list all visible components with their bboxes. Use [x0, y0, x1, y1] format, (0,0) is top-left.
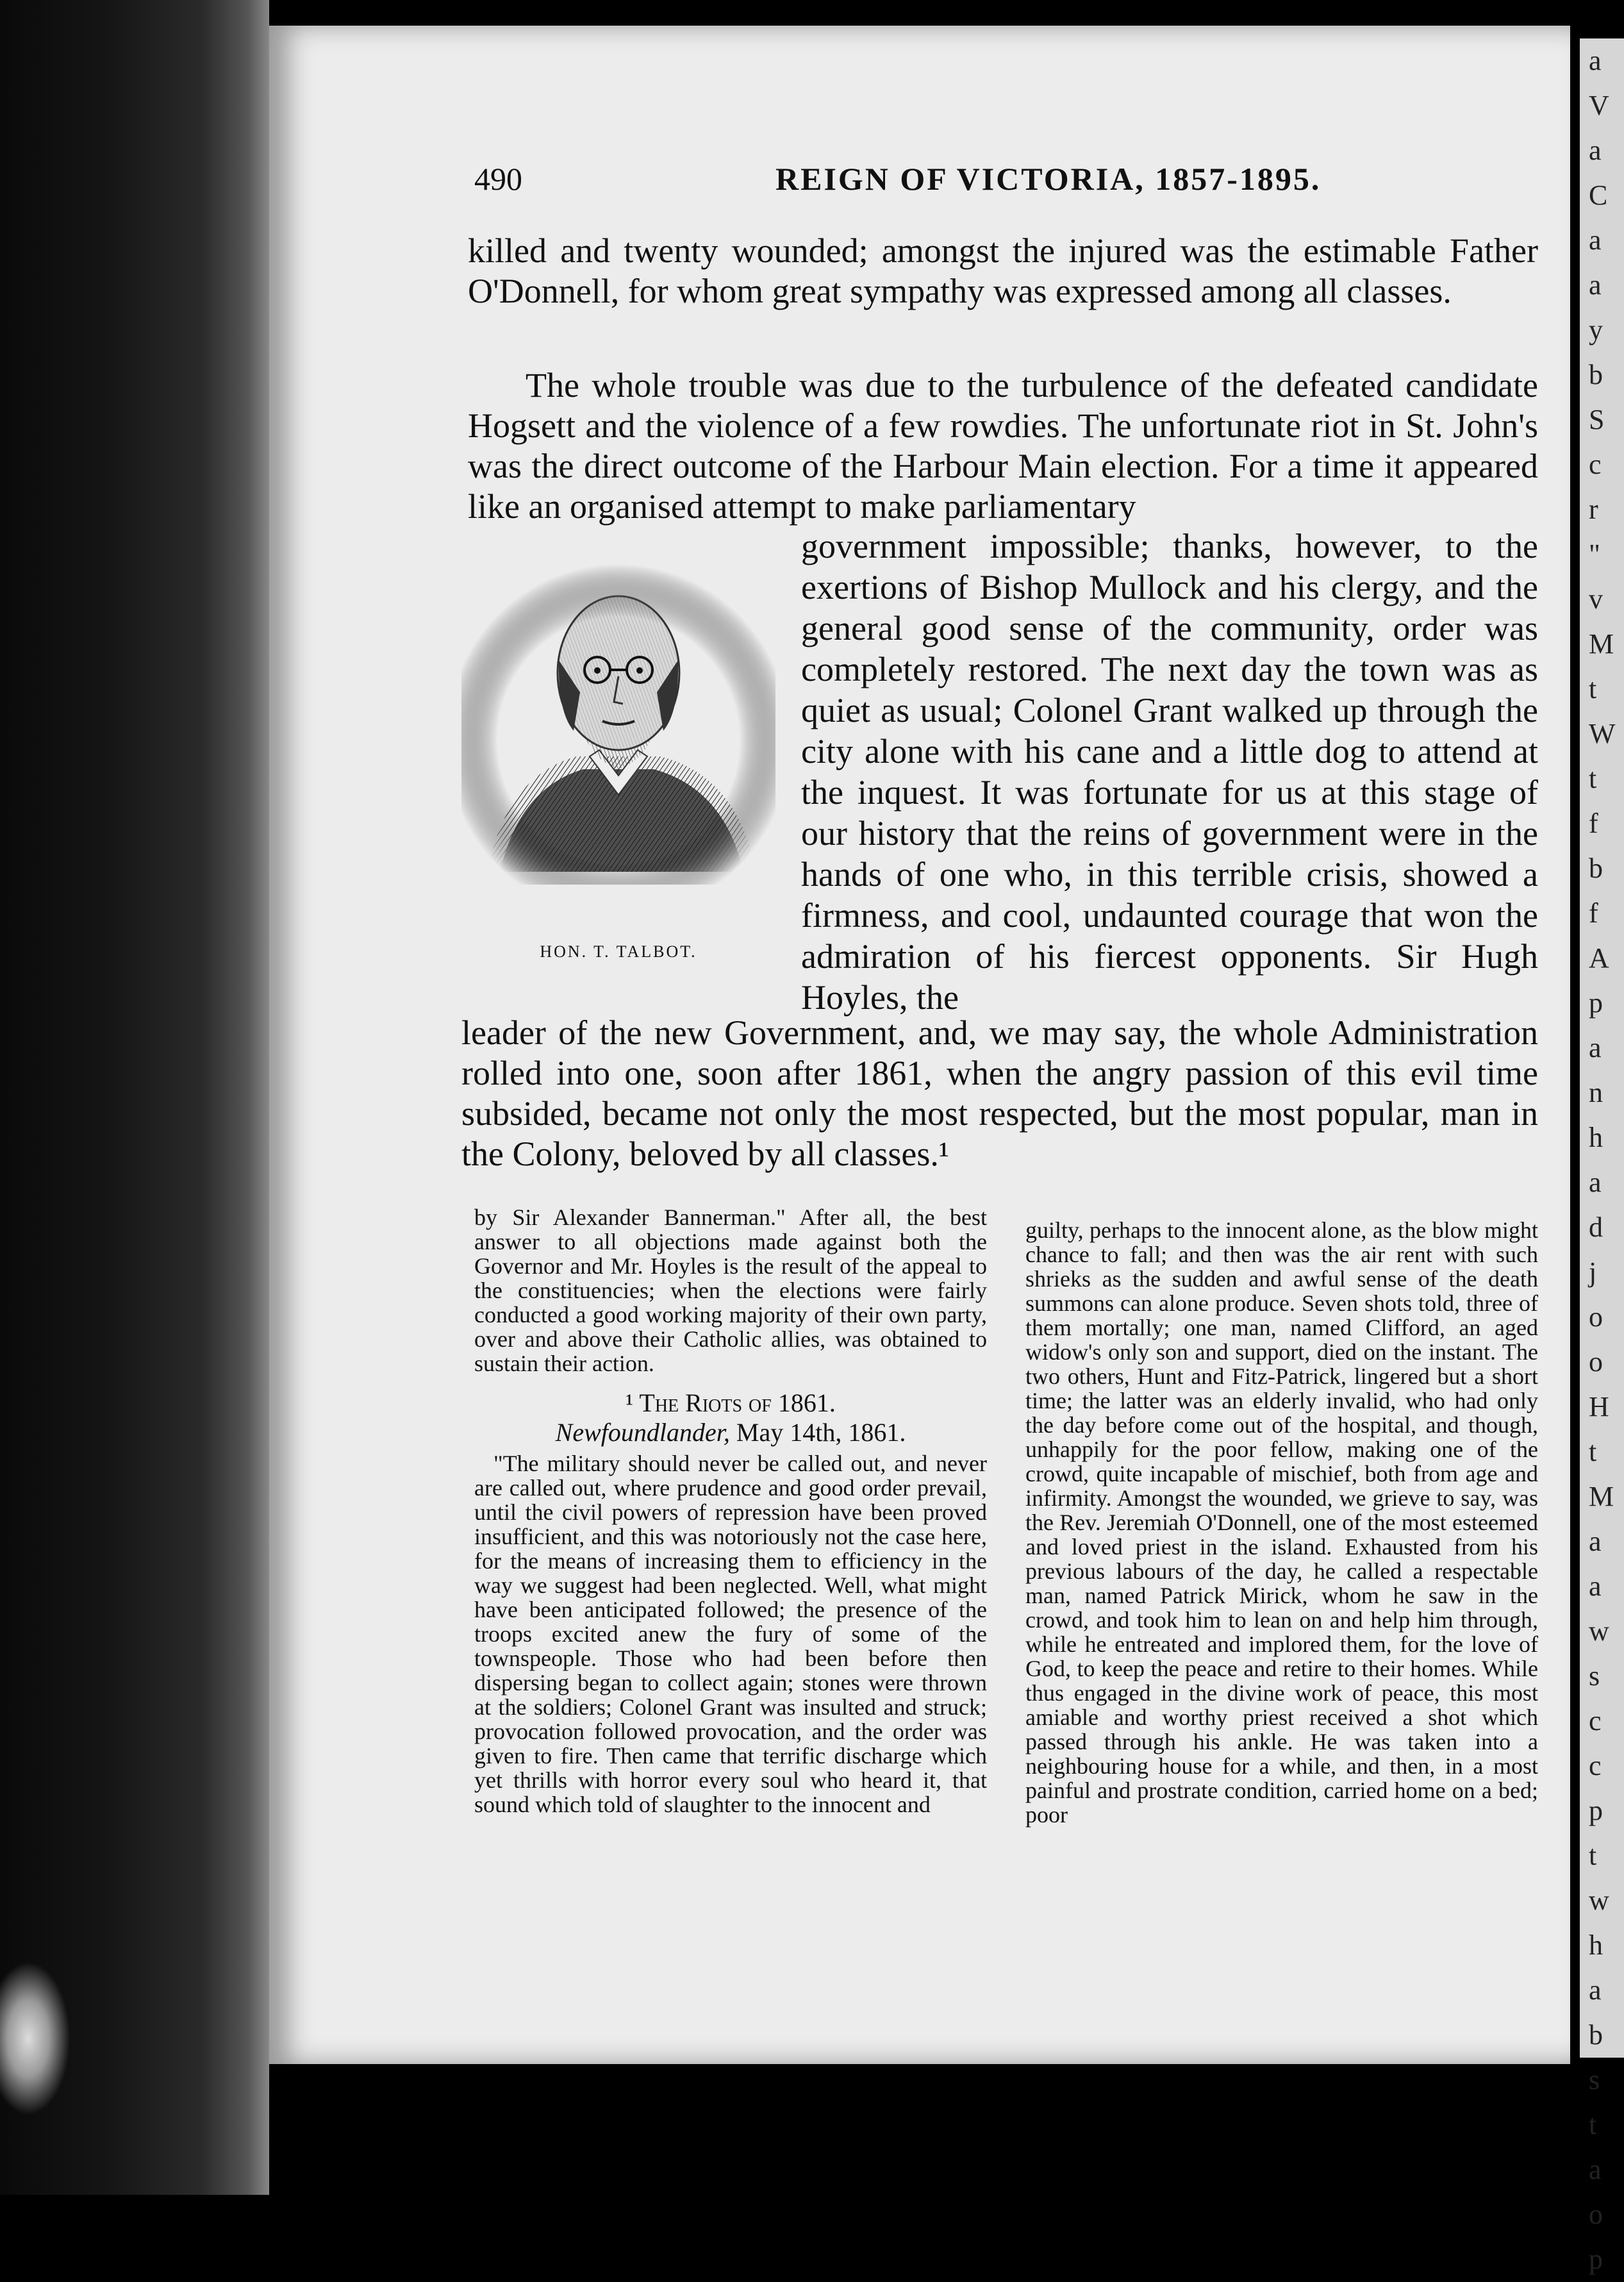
facing-page-fragment: o — [1589, 1301, 1603, 1333]
facing-page-fragment: f — [1589, 897, 1598, 929]
facing-page-fragment: H — [1589, 1391, 1609, 1422]
facing-page-fragment: W — [1589, 718, 1616, 749]
facing-page-fragment: t — [1589, 763, 1597, 794]
footnote-continuation: by Sir Alexander Bannerman." After all, the best answer to all objections made against both the Governor and Mr. Hoyles is the result of the appeal to the constituencies; when the elections were fairly conducted a good working majority of their own party, over and above their Catholic allies, was obtained to sustain their action. — [474, 1204, 987, 1376]
facing-page-fragment: a — [1589, 1032, 1602, 1063]
facing-page-fragment: a — [1589, 45, 1602, 76]
facing-page-fragment: b — [1589, 359, 1603, 390]
facing-page-fragment: o — [1589, 1346, 1603, 1378]
footnote-source-paper: Newfoundlander, — [555, 1418, 730, 1447]
facing-page-fragment: t — [1589, 2109, 1597, 2140]
facing-page-fragment: c — [1589, 1705, 1602, 1736]
facing-page-fragment: a — [1589, 269, 1602, 301]
facing-page-fragment: b — [1589, 2019, 1603, 2051]
facing-page-fragment: s — [1589, 2064, 1600, 2095]
facing-page-text-fragments — [1580, 38, 1624, 2282]
facing-page-fragment: a — [1589, 1526, 1602, 1557]
facing-page-fragment: a — [1589, 1570, 1602, 1602]
facing-page-fragment: a — [1589, 2154, 1602, 2185]
facing-page-fragment: a — [1589, 224, 1602, 256]
facing-page-fragment: p — [1589, 987, 1603, 1019]
footnote-column-right — [1025, 1218, 1538, 1827]
portrait-engraving-talbot — [461, 564, 775, 885]
body-paragraph-2: The whole trouble was due to the turbulence of the defeated candidate Hogsett and the violence of a few rowdies. The unfortunate riot in St. John's was the direct outcome of the Harbour Main election. For a time it appeared like an organised attempt to make parliamentary — [468, 366, 1538, 526]
facing-page-fragment: w — [1589, 1885, 1609, 1916]
facing-page-fragment: A — [1589, 942, 1609, 974]
facing-page-fragment: C — [1589, 179, 1608, 211]
footnote-quote-right: guilty, perhaps to the innocent alone, as the blow might chance to fall; and then was the air rent with such shrieks as the sudden and awful sense of the death summons can alone produce. Seven shots told, three of them mortally; one man, named Clifford, an aged widow's only son and support, died on the instant. The two others, Hunt and Fitz-Patrick, lingered but a short time; the latter was an elderly invalid, who had only the day before come out of the hospital, and though, unhappily for the poor fellow, making one of the crowd, quite incapable of mischief, both from age and infirmity. Amongst the wounded, we grieve to say, was the Rev. Jeremiah O'Donnell, one of the most esteemed and loved priest in the island. Exhausted from his previous labours of the day, he called a respectable man, named Patrick Mirick, whom he saw in the crowd, and took him to lean on and help him through, while he entreated and implored them, for the love of God, to keep the peace and retire to their homes. While thus engaged in the divine work of peace, this most amiable and worthy priest received a shot which passed through his ankle. He was taken into a neighbouring house for a while, and then, in a most painful and prostrate condition, carried home on a bed; poor — [1025, 1217, 1538, 1828]
facing-page-fragment: M — [1589, 1481, 1614, 1512]
facing-page-fragment: S — [1589, 404, 1605, 435]
facing-page-fragment: a — [1589, 1974, 1602, 2006]
running-title: REIGN OF VICTORIA, 1857-1895. — [775, 161, 1322, 197]
facing-page-fragment: p — [1589, 2244, 1603, 2275]
facing-page-fragment: t — [1589, 1436, 1597, 1467]
footnote-source — [474, 1420, 987, 1445]
footnote-column-left — [474, 1205, 987, 1817]
facing-page-fragment: s — [1589, 1660, 1600, 1692]
facing-page-fragment: r — [1589, 494, 1598, 525]
facing-page-fragment: d — [1589, 1212, 1603, 1243]
page-stain — [0, 1961, 70, 2115]
page-number: 490 — [474, 161, 522, 197]
body-paragraph-4: leader of the new Government, and, we may say, the whole Administration rolled into one, soon after 1861, when the angry passion of this evil time subsided, became not only the most respected, but the most popular, man in the Colony, beloved by all classes.¹ — [461, 1013, 1538, 1173]
book-binding-gutter — [0, 0, 269, 2195]
facing-page-fragment: o — [1589, 2199, 1603, 2230]
facing-page-fragment: c — [1589, 1750, 1602, 1781]
facing-page-fragment: y — [1589, 314, 1603, 346]
facing-page-fragment: " — [1589, 538, 1600, 570]
facing-page-fragment: a — [1589, 135, 1602, 166]
footnote-heading: ¹ The Riots of 1861. — [626, 1388, 836, 1417]
facing-page-fragment: c — [1589, 449, 1602, 480]
facing-page-fragment: v — [1589, 583, 1603, 615]
facing-page-fragment: a — [1589, 1167, 1602, 1198]
book-page — [269, 26, 1570, 2064]
footnote-quote-left: "The military should never be called out, and never are called out, where prudence and good order prevail, until the civil powers of repression have been proved insufficient, and this was notoriously not the case here, for the means of increasing them to efficiency in the way we suggest had been neglected. Well, what might have been anticipated followed; the presence of the troops excited anew the fury of some of the townspeople. Those who had been before then dispersing began to collect again; stones were thrown at the soldiers; Colonel Grant was insulted and struck; provocation followed provocation, and the order was given to fire. Then came that terrific discharge which yet thrills with horror every soul who heard it, that sound which told of slaughter to the innocent and — [474, 1451, 987, 1817]
running-header — [474, 160, 1532, 205]
facing-page-fragment: b — [1589, 853, 1603, 884]
facing-page-fragment: p — [1589, 1795, 1603, 1826]
facing-page-fragment: n — [1589, 1077, 1603, 1108]
facing-page-fragment: h — [1589, 1122, 1603, 1153]
facing-page-fragment: h — [1589, 1929, 1603, 1961]
facing-page-fragment: t — [1589, 1840, 1597, 1871]
body-paragraph-3-wrap: government impossible; thanks, however, to the exertions of Bishop Mullock and his clergy, and the general good sense of the community, order was completely restored. The next day the town was as quiet as usual; Colonel Grant walked up through the city alone with his cane and a little dog to attend at the inquest. It was fortunate for us at this stage of our history that the reins of government were in the hands of one who, in this terrible crisis, showed a firmness, and cool, undaunted courage that won the admiration of his fiercest opponents. Sir Hugh Hoyles, the — [801, 527, 1538, 1017]
facing-page-fragment: M — [1589, 628, 1614, 660]
facing-page-fragment: f — [1589, 808, 1598, 839]
facing-page-fragment: V — [1589, 90, 1609, 121]
facing-page-fragment: w — [1589, 1615, 1609, 1647]
facing-page-fragment: t — [1589, 673, 1597, 704]
portrait-caption: HON. T. TALBOT. — [540, 942, 697, 961]
facing-page-fragment: j — [1589, 1256, 1597, 1288]
footnote-source-date: May 14th, 1861. — [736, 1418, 906, 1447]
facing-page-edge — [1573, 38, 1624, 2275]
body-paragraph-1: killed and twenty wounded; amongst the injured was the estimable Father O'Donnell, for whom great sympathy was expressed among all classes. — [468, 231, 1538, 310]
